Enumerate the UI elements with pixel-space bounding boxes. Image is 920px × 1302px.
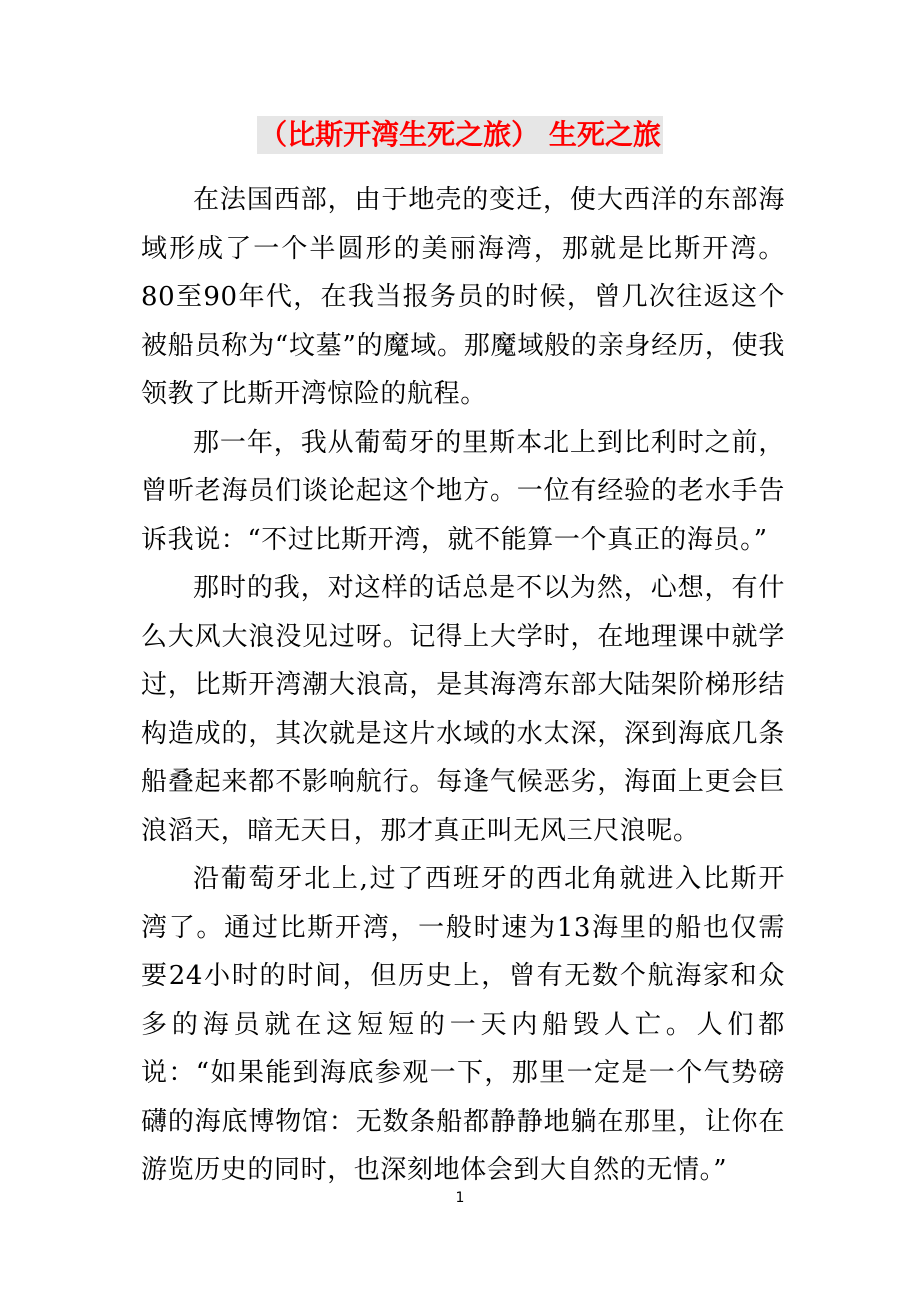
paragraph-1: 在法国西部，由于地壳的变迁，使大西洋的东部海域形成了一个半圆形的美丽海湾，那就是比斯开湾。80至90年代，在我当报务员的时候，曾几次往返这个被船员称为“坟墓”的魔域。那魔域般的亲身经历，使我领教了比斯开湾惊险的航程。 bbox=[141, 185, 785, 409]
paragraph-4: 沿葡萄牙北上,过了西班牙的西北角就进入比斯开湾了。通过比斯开湾，一般时速为13海里的船也仅需要24小时的时间，但历史上，曾有无数个航海家和众多的海员就在这短短的一天内船毁人亡。人们都说：“如果能到海底参观一下，那里一定是一个气势磅礴的海底博物馆：无数条船都静静地躺在那里，让你在游览历史的同时，也深刻地体会到大自然的无情。” bbox=[141, 864, 785, 1185]
page-number: 1 bbox=[455, 1190, 465, 1206]
paragraph-2: 那一年，我从葡萄牙的里斯本北上到比利时之前，曾听老海员们谈论起这个地方。一位有经验的老水手告诉我说：“不过比斯开湾，就不能算一个真正的海员。” bbox=[141, 427, 785, 555]
document-title: （比斯开湾生死之旅） 生死之旅 bbox=[257, 116, 663, 154]
title-container bbox=[0, 116, 920, 154]
document-body bbox=[141, 176, 785, 1195]
paragraph-3: 那时的我，对这样的话总是不以为然，心想，有什么大风大浪没见过呀。记得上大学时，在地理课中就学过，比斯开湾潮大浪高，是其海湾东部大陆架阶梯形结构造成的，其次就是这片水域的水太深，深到海底几条船叠起来都不影响航行。每逢气候恶劣，海面上更会巨浪滔天，暗无天日，那才真正叫无风三尺浪呢。 bbox=[141, 573, 785, 846]
